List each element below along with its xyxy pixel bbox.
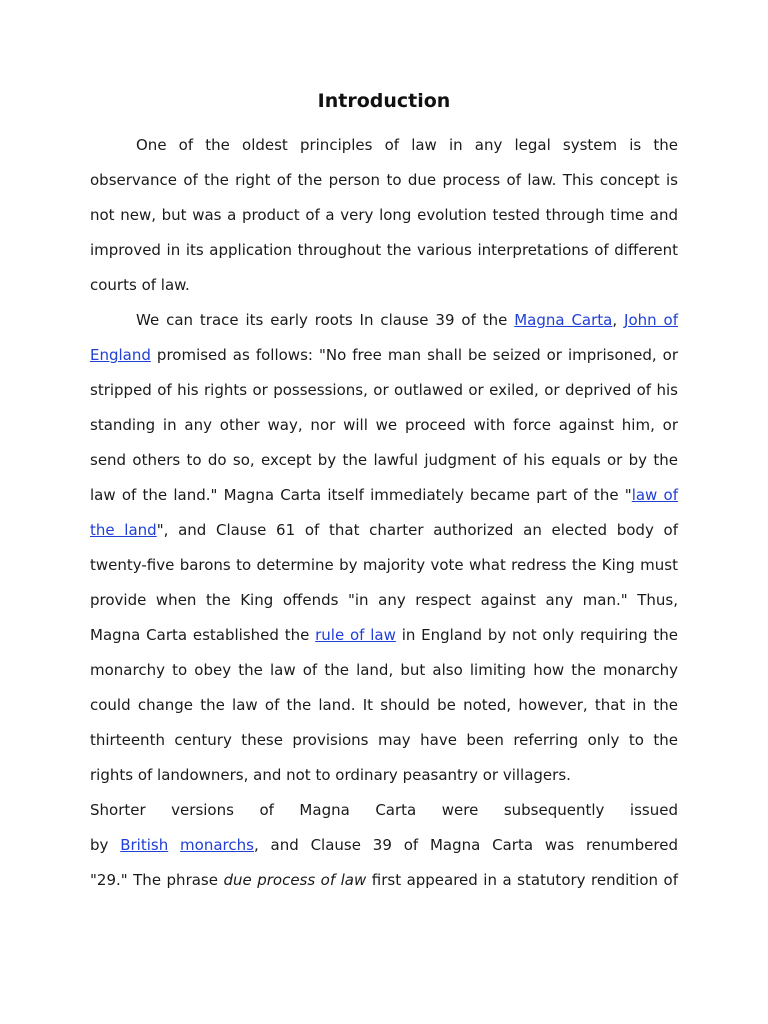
document-body xyxy=(90,128,678,898)
paragraph-2-line-14: rights of landowners, and not to ordinary peasantry or villagers. xyxy=(90,766,571,784)
paragraph-2-line-4: standing in any other way, nor will we proceed with force against him, or xyxy=(90,416,678,434)
link-john-of-england-continued[interactable]: England xyxy=(90,346,151,364)
text-segment: Magna Carta established the xyxy=(90,626,316,644)
link-british[interactable]: British xyxy=(120,836,169,854)
text-segment: in England by not only requiring the xyxy=(395,626,678,644)
text-segment: , and Clause 39 of Magna Carta was renumbered xyxy=(253,836,678,854)
paragraph-3-line-1: Shorter versions of Magna Carta were subsequently issued xyxy=(90,801,678,819)
link-law-of-the-land[interactable]: law of xyxy=(631,486,678,504)
paragraph-1-line-5: courts of law. xyxy=(90,276,190,294)
italic-phrase: due process of law xyxy=(223,871,367,889)
link-monarchs[interactable]: monarchs xyxy=(180,836,254,854)
paragraph-2-line-10 xyxy=(90,618,678,653)
link-law-of-the-land-continued[interactable]: the land xyxy=(90,521,157,539)
paragraph-2-line-7 xyxy=(90,513,678,548)
text-segment: promised as follows: "No free man shall be seized or imprisoned, or xyxy=(150,346,678,364)
paragraph-2-line-9: provide when the King offends "in any respect against any man." Thus, xyxy=(90,591,678,609)
paragraph-2-line-13: thirteenth century these provisions may have been referring only to the xyxy=(90,731,678,749)
paragraph-1-line-4: improved in its application throughout the various interpretations of different xyxy=(90,241,678,259)
paragraph-1-line-3: not new, but was a product of a very long evolution tested through time and xyxy=(90,206,678,224)
paragraph-2-line-1 xyxy=(90,303,678,338)
link-magna-carta[interactable]: Magna Carta xyxy=(514,311,613,329)
text-segment: first appeared in a statutory rendition of xyxy=(366,871,678,889)
text-segment: "29." The phrase xyxy=(90,871,224,889)
text-segment: We can trace its early roots In clause 39 of the xyxy=(136,311,515,329)
paragraph-2-line-8: twenty-five barons to determine by majority vote what redress the King must xyxy=(90,556,678,574)
paragraph-2-line-6 xyxy=(90,478,678,513)
text-segment: , xyxy=(612,311,625,329)
text-segment xyxy=(168,836,180,854)
paragraph-2-line-3: stripped of his rights or possessions, or outlawed or exiled, or deprived of his xyxy=(90,381,678,399)
text-segment: law of the land." Magna Carta itself immediately became part of the " xyxy=(90,486,632,504)
paragraph-3-line-2 xyxy=(90,828,678,863)
paragraph-2-line-11: monarchy to obey the law of the land, but also limiting how the monarchy xyxy=(90,661,678,679)
paragraph-1-line-1: One of the oldest principles of law in any legal system is the xyxy=(136,136,678,154)
page-title: Introduction xyxy=(317,90,451,112)
paragraph-3-line-3 xyxy=(90,863,678,898)
link-john-of-england[interactable]: John of xyxy=(624,311,678,329)
paragraph-2-line-12: could change the law of the land. It should be noted, however, that in the xyxy=(90,696,678,714)
link-rule-of-law[interactable]: rule of law xyxy=(315,626,396,644)
text-segment: ", and Clause 61 of that charter authorized an elected body of xyxy=(156,521,678,539)
paragraph-1-line-2: observance of the right of the person to due process of law. This concept is xyxy=(90,171,678,189)
paragraph-2-line-2 xyxy=(90,338,678,373)
paragraph-2-line-5: send others to do so, except by the lawful judgment of his equals or by the xyxy=(90,451,678,469)
text-segment: by xyxy=(90,836,121,854)
